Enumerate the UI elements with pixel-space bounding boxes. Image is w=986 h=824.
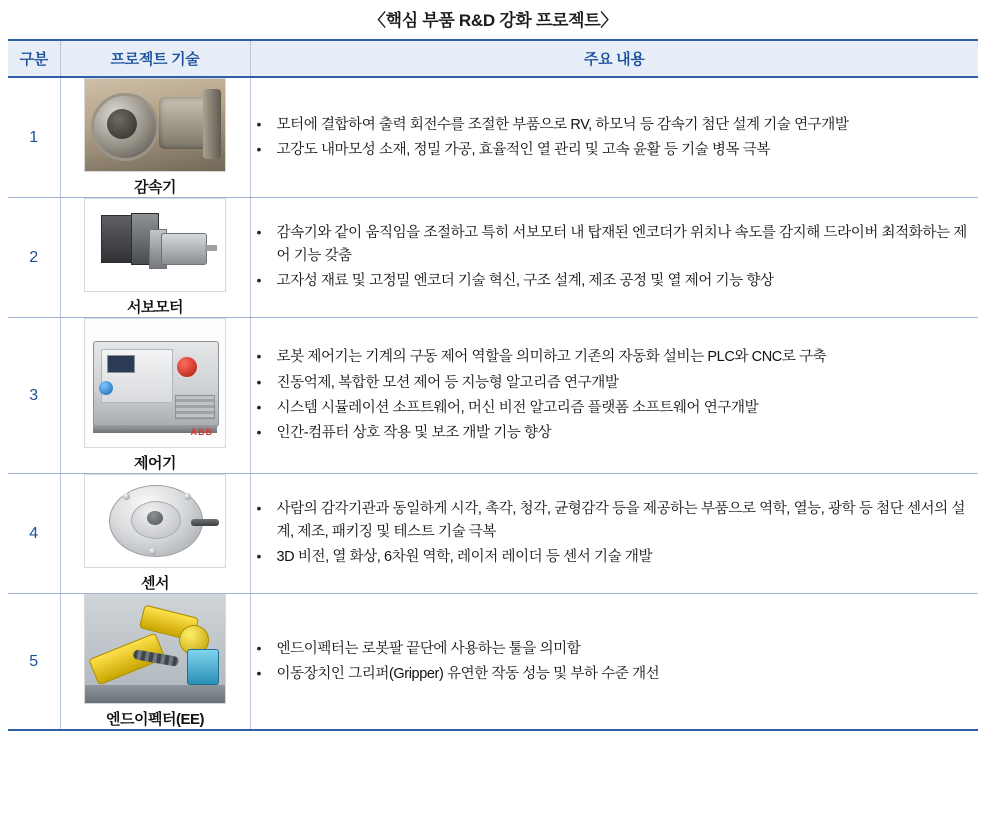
tech-label: 엔드이펙터(EE): [106, 711, 204, 728]
servo-motor-photo: [84, 198, 226, 292]
gripper-tool-shape: [187, 649, 219, 685]
row-number: 3: [8, 318, 60, 474]
gearbox-photo: [84, 78, 226, 172]
list-item: • 감속기와 같이 움직임을 조절하고 특히 서보모터 내 탑재된 엔코더가 위치나 속도를 감지해 드라이버 최적화하는 제어 기능 갖춤: [251, 222, 979, 267]
controller-photo: [84, 318, 226, 448]
desc-cell: [250, 318, 978, 474]
column-header-tech: 프로젝트 기술: [60, 40, 250, 77]
tech-cell: [60, 77, 250, 198]
list-item: • 이동장치인 그리퍼(Gripper) 유연한 작동 성능 및 부하 수준 개선: [251, 663, 979, 685]
tech-cell: [60, 594, 250, 731]
table-row: [8, 594, 978, 731]
tech-label: 서보모터: [127, 299, 183, 316]
tech-cell: [60, 198, 250, 318]
controller-brand-mark: ABB: [190, 427, 213, 437]
page-title: 〈핵심 부품 R&D 강화 프로젝트〉: [368, 11, 618, 30]
list-item: • 고자성 재료 및 고정밀 엔코더 기술 혁신, 구조 설계, 제조 공정 및 열 제어 기능 향상: [251, 270, 979, 292]
tech-label: 제어기: [134, 455, 176, 472]
table-row: [8, 474, 978, 594]
list-item: • 로봇 제어기는 기계의 구동 제어 역할을 의미하고 기존의 자동화 설비는 PLC와 CNC로 구축: [251, 346, 979, 368]
bullet-list: [251, 638, 979, 686]
bullet-list: [251, 346, 979, 445]
end-effector-photo: [84, 594, 226, 704]
tech-cell: [60, 474, 250, 594]
tech-cell: [60, 318, 250, 474]
list-item: • 모터에 결합하여 출력 회전수를 조절한 부품으로 RV, 하모닉 등 감속기 첨단 설계 기술 연구개발: [251, 114, 979, 136]
desc-cell: [250, 198, 978, 318]
sensor-screw-shape: [123, 493, 130, 500]
list-item: • 사람의 감각기관과 동일하게 시각, 촉각, 청각, 균형감각 등을 제공하는 부품으로 역학, 열능, 광학 등 첨단 센서의 설계, 제조, 패키징 및 테스트 기술 극복: [251, 498, 979, 543]
list-item: • 진동억제, 복합한 모션 제어 등 지능형 알고리즘 연구개발: [251, 372, 979, 394]
column-header-no: 구분: [8, 40, 60, 77]
desc-cell: [250, 77, 978, 198]
list-item: • 고강도 내마모성 소재, 정밀 가공, 효율적인 열 관리 및 고속 윤활 등 기술 병목 극복: [251, 139, 979, 161]
column-header-desc: 주요 내용: [250, 40, 978, 77]
list-item: • 엔드이펙터는 로봇팔 끝단에 사용하는 툴을 의미함: [251, 638, 979, 660]
row-number: 1: [8, 77, 60, 198]
emergency-stop-button-shape: [175, 355, 199, 379]
bullet-list: [251, 222, 979, 292]
table-header-row: [8, 40, 978, 77]
tech-label: 센서: [141, 575, 169, 592]
sensor-photo: [84, 474, 226, 568]
sensor-center-hole-shape: [147, 511, 163, 525]
robot-base-shape: [85, 685, 225, 703]
row-number: 4: [8, 474, 60, 594]
row-number: 5: [8, 594, 60, 731]
servo-shaft-shape: [205, 245, 217, 251]
list-item: • 3D 비전, 열 화상, 6차원 역학, 레이저 레이더 등 센서 기술 개발: [251, 546, 979, 568]
table-row: [8, 318, 978, 474]
bullet-list: [251, 114, 979, 162]
table-row: [8, 198, 978, 318]
sensor-screw-shape: [184, 493, 191, 500]
sensor-screw-shape: [149, 548, 156, 555]
bullet-list: [251, 498, 979, 568]
controller-indicator-shape: [99, 381, 113, 395]
table-row: [8, 77, 978, 198]
tech-label: 감속기: [134, 179, 176, 196]
row-number: 2: [8, 198, 60, 318]
controller-screen-shape: [107, 355, 135, 373]
table-header: [8, 40, 978, 77]
gearbox-hub-shape: [107, 109, 137, 139]
sensor-cable-shape: [191, 519, 219, 526]
controller-vent-shape: [175, 395, 215, 419]
list-item: • 인간-컴퓨터 상호 작용 및 보조 개발 기능 향상: [251, 422, 979, 444]
core-parts-rd-table: [8, 39, 978, 731]
list-item: • 시스템 시뮬레이션 소프트웨어, 머신 비전 알고리즘 플랫폼 소프트웨어 연구개발: [251, 397, 979, 419]
gearbox-flange-shape: [203, 89, 221, 159]
desc-cell: [250, 474, 978, 594]
servo-motor-body-shape: [161, 233, 207, 265]
table-body: [8, 77, 978, 730]
desc-cell: [250, 594, 978, 731]
